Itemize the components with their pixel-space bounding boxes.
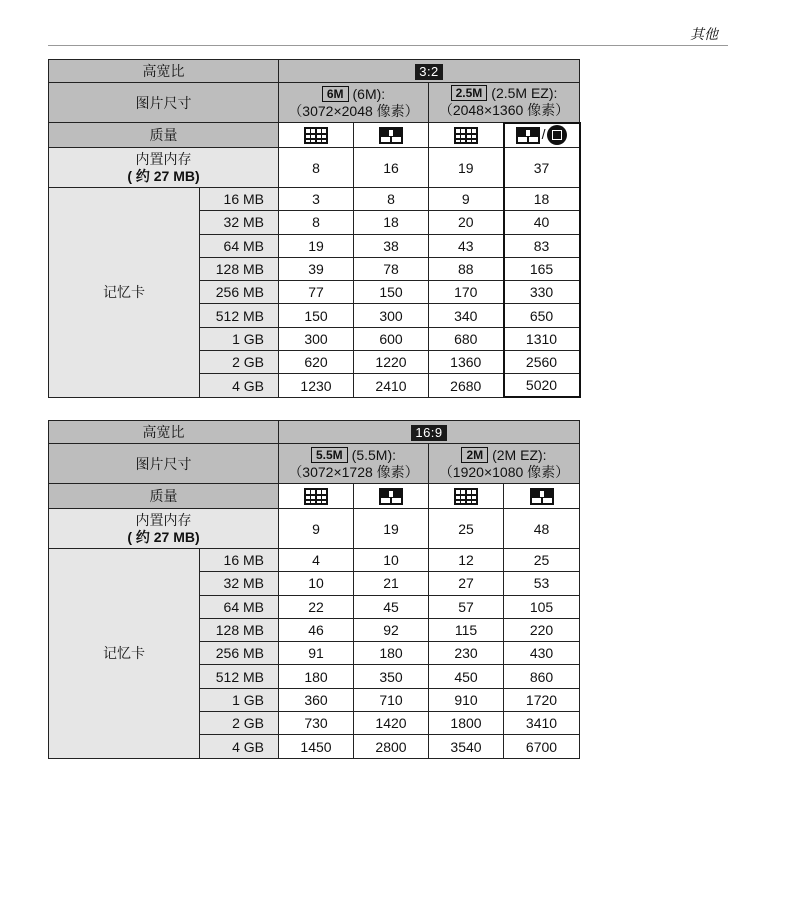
picture-count: 710 <box>354 688 429 711</box>
picture-count: 45 <box>354 595 429 618</box>
picture-count: 3540 <box>429 735 504 758</box>
picture-count: 450 <box>429 665 504 688</box>
picture-count: 25 <box>504 549 580 572</box>
size-option-name: (5.5M): <box>351 446 397 463</box>
picture-size-label: 图片尺寸 <box>49 444 279 484</box>
megapixel-badge: 2M <box>461 447 488 463</box>
quality-cell <box>504 123 580 148</box>
aspect-ratio-label: 高宽比 <box>49 60 279 83</box>
picture-count: 680 <box>429 327 504 350</box>
internal-memory-title: 内置内存 <box>135 511 192 528</box>
picture-count: 92 <box>354 618 429 641</box>
picture-count: 650 <box>504 304 580 327</box>
picture-count: 220 <box>504 618 580 641</box>
picture-count: 5020 <box>504 374 580 397</box>
megapixel-badge: 5.5M <box>311 447 348 463</box>
picture-count: 1720 <box>504 688 580 711</box>
size-option-resolution: （3072×1728 像素） <box>288 463 419 480</box>
picture-size-option-2 <box>429 444 580 484</box>
card-size: 128 MB <box>200 257 279 280</box>
picture-count: 150 <box>279 304 354 327</box>
picture-count: 21 <box>354 572 429 595</box>
picture-count: 88 <box>429 257 504 280</box>
internal-memory-row <box>49 509 580 549</box>
internal-memory-title: 内置内存 <box>135 150 192 167</box>
picture-count: 1360 <box>429 351 504 374</box>
picture-count: 57 <box>429 595 504 618</box>
internal-memory-row <box>49 148 580 188</box>
picture-count: 860 <box>504 665 580 688</box>
standard-quality-icon <box>379 126 403 142</box>
picture-count: 430 <box>504 642 580 665</box>
picture-count: 115 <box>429 618 504 641</box>
size-option-resolution: （2048×1360 像素） <box>438 102 570 119</box>
fine-quality-icon <box>454 487 478 503</box>
memory-card-label: 记忆卡 <box>49 188 200 398</box>
quality-label: 质量 <box>49 123 279 148</box>
standard-quality-icon <box>516 126 540 142</box>
picture-count: 300 <box>279 327 354 350</box>
internal-memory-value: 37 <box>504 148 580 188</box>
internal-memory-value: 8 <box>279 148 354 188</box>
card-size: 2 GB <box>200 351 279 374</box>
picture-count: 340 <box>429 304 504 327</box>
header-divider <box>48 45 728 46</box>
internal-memory-value: 19 <box>429 148 504 188</box>
picture-count: 180 <box>279 665 354 688</box>
picture-size-option-1 <box>279 444 429 484</box>
card-size: 4 GB <box>200 374 279 397</box>
quality-separator: / <box>541 125 546 142</box>
picture-count: 8 <box>354 188 429 211</box>
aspect-ratio-badge: 3:2 <box>415 64 443 80</box>
card-size: 64 MB <box>200 234 279 257</box>
card-size: 512 MB <box>200 304 279 327</box>
raw-mode-icon <box>547 125 567 145</box>
picture-count: 39 <box>279 257 354 280</box>
picture-count: 105 <box>504 595 580 618</box>
quality-cell <box>279 484 354 509</box>
quality-cell <box>354 484 429 509</box>
card-size: 256 MB <box>200 281 279 304</box>
picture-size-label: 图片尺寸 <box>49 83 279 123</box>
picture-count: 730 <box>279 712 354 735</box>
fine-quality-icon <box>454 126 478 142</box>
card-size: 32 MB <box>200 211 279 234</box>
card-size: 2 GB <box>200 712 279 735</box>
card-size: 512 MB <box>200 665 279 688</box>
aspect-ratio-badge: 16:9 <box>411 425 446 441</box>
size-option-resolution: （3072×2048 像素） <box>288 102 419 119</box>
picture-count: 300 <box>354 304 429 327</box>
picture-count: 12 <box>429 549 504 572</box>
picture-count: 230 <box>429 642 504 665</box>
size-option-name: (2M EZ): <box>492 446 547 463</box>
card-size: 64 MB <box>200 595 279 618</box>
picture-count: 20 <box>429 211 504 234</box>
standard-quality-icon <box>530 487 554 503</box>
card-size: 4 GB <box>200 735 279 758</box>
picture-count: 78 <box>354 257 429 280</box>
section-label: 其他 <box>690 27 718 43</box>
fine-quality-icon <box>304 126 328 142</box>
quality-row <box>49 123 580 148</box>
picture-count: 91 <box>279 642 354 665</box>
picture-count: 180 <box>354 642 429 665</box>
picture-count: 77 <box>279 281 354 304</box>
picture-count: 43 <box>429 234 504 257</box>
internal-memory-value: 9 <box>279 509 354 549</box>
capacity-table-2 <box>48 420 580 759</box>
picture-count: 1230 <box>279 374 354 397</box>
size-option-resolution: （1920×1080 像素） <box>438 463 570 480</box>
picture-count: 19 <box>279 234 354 257</box>
table-row <box>49 549 580 572</box>
capacity-table-1 <box>48 59 581 398</box>
picture-count: 6700 <box>504 735 580 758</box>
card-size: 128 MB <box>200 618 279 641</box>
picture-count: 53 <box>504 572 580 595</box>
card-size: 1 GB <box>200 688 279 711</box>
quality-label: 质量 <box>49 484 279 509</box>
picture-count: 1310 <box>504 327 580 350</box>
picture-count: 10 <box>279 572 354 595</box>
internal-memory-value: 19 <box>354 509 429 549</box>
picture-count: 3410 <box>504 712 580 735</box>
picture-count: 350 <box>354 665 429 688</box>
internal-memory-value: 25 <box>429 509 504 549</box>
picture-count: 4 <box>279 549 354 572</box>
picture-count: 18 <box>354 211 429 234</box>
size-option-name: (2.5M EZ): <box>491 85 558 102</box>
picture-count: 27 <box>429 572 504 595</box>
internal-memory-label <box>49 509 279 549</box>
card-size: 16 MB <box>200 549 279 572</box>
picture-count: 360 <box>279 688 354 711</box>
card-size: 256 MB <box>200 642 279 665</box>
memory-card-label: 记忆卡 <box>49 549 200 759</box>
fine-quality-icon <box>304 487 328 503</box>
picture-count: 8 <box>279 211 354 234</box>
picture-count: 600 <box>354 327 429 350</box>
picture-count: 9 <box>429 188 504 211</box>
aspect-ratio-value-cell <box>279 60 580 83</box>
aspect-ratio-label: 高宽比 <box>49 421 279 444</box>
picture-count: 46 <box>279 618 354 641</box>
megapixel-badge: 2.5M <box>451 85 488 101</box>
picture-count: 22 <box>279 595 354 618</box>
internal-memory-value: 16 <box>354 148 429 188</box>
picture-count: 2800 <box>354 735 429 758</box>
card-size: 32 MB <box>200 572 279 595</box>
internal-memory-value: 48 <box>504 509 580 549</box>
picture-count: 1450 <box>279 735 354 758</box>
picture-count: 2680 <box>429 374 504 397</box>
aspect-ratio-value-cell <box>279 421 580 444</box>
card-size: 1 GB <box>200 327 279 350</box>
picture-count: 150 <box>354 281 429 304</box>
size-option-name: (6M): <box>352 85 386 102</box>
quality-row <box>49 484 580 509</box>
picture-size-option-2 <box>429 83 580 123</box>
internal-memory-label <box>49 148 279 188</box>
quality-cell <box>354 123 429 148</box>
picture-count: 3 <box>279 188 354 211</box>
picture-count: 170 <box>429 281 504 304</box>
picture-count: 40 <box>504 211 580 234</box>
picture-count: 165 <box>504 257 580 280</box>
table-row <box>49 188 580 211</box>
quality-cell <box>504 484 580 509</box>
picture-count: 1800 <box>429 712 504 735</box>
internal-memory-capacity: ( 约 27 MB) <box>127 528 200 545</box>
internal-memory-capacity: ( 约 27 MB) <box>127 167 200 184</box>
picture-size-option-1 <box>279 83 429 123</box>
picture-count: 620 <box>279 351 354 374</box>
picture-count: 330 <box>504 281 580 304</box>
picture-count: 910 <box>429 688 504 711</box>
card-size: 16 MB <box>200 188 279 211</box>
megapixel-badge: 6M <box>322 86 349 102</box>
picture-count: 83 <box>504 234 580 257</box>
picture-count: 38 <box>354 234 429 257</box>
picture-count: 1220 <box>354 351 429 374</box>
picture-count: 18 <box>504 188 580 211</box>
picture-count: 10 <box>354 549 429 572</box>
standard-quality-icon <box>379 487 403 503</box>
picture-count: 1420 <box>354 712 429 735</box>
picture-count: 2560 <box>504 351 580 374</box>
picture-count: 2410 <box>354 374 429 397</box>
quality-cell <box>279 123 354 148</box>
quality-cell <box>429 484 504 509</box>
quality-cell <box>429 123 504 148</box>
